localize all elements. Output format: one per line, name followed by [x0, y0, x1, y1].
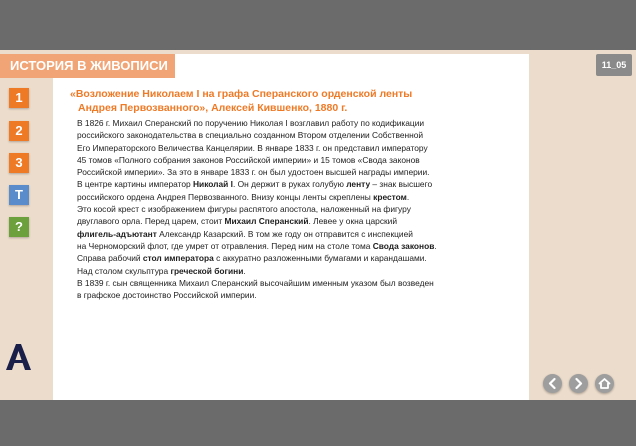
- top-frame: [0, 0, 636, 50]
- nav-button-3[interactable]: 3: [9, 153, 29, 173]
- publisher-logo: [4, 342, 34, 372]
- text-line: Над столом скульптура греческой богини.: [77, 265, 246, 276]
- home-icon: [595, 374, 614, 393]
- term-ribbon: ленту: [346, 179, 371, 190]
- text-line: на Черноморский флот, где умрет от отравления. Перед ним на столе тома Свода законов.: [77, 240, 437, 251]
- text-line: 45 томов «Полного собрания законов Российской империи» и 15 томов «Свода законов: [77, 154, 420, 165]
- nav-button-1[interactable]: 1: [9, 88, 29, 108]
- description-text: [77, 117, 527, 301]
- text-line: Это косой крест с изображением фигуры распятого апостола, наложенный на фигуру: [77, 204, 411, 215]
- text-line: в графское достоинство Российской империи.: [77, 290, 257, 301]
- logo-sub-text: м: [24, 362, 29, 368]
- text-line: Российской империи». За это в январе 1833 г. он был удостоен высшей награды империи.: [77, 167, 430, 178]
- heading-line-1: «Возложение Николаем I на графа Сперанского орденской ленты: [70, 88, 413, 100]
- chevron-left-icon: [543, 374, 562, 393]
- heading-line-2: Андрея Первозванного», Алексей Кившенко, 1880 г.: [78, 102, 348, 114]
- home-button[interactable]: [595, 374, 614, 393]
- nav-button-text[interactable]: Т: [9, 185, 29, 205]
- slide-code-badge: 11_05: [596, 54, 632, 76]
- text-line: В 1826 г. Михаил Сперанский по поручению Николая I возглавил работу по кодификации: [77, 118, 425, 128]
- text-line: двуглавого орла. Перед царем, стоит Михаил Сперанский. Левее у окна царский: [77, 216, 398, 227]
- text-line: флигель-адъютант Александр Казарский. В том же году он отправится с инспекцией: [77, 228, 413, 239]
- text-line: российского ордена Андрея Первозванного. Внизу концы ленты скреплены крестом.: [77, 191, 410, 202]
- text-line: В 1839 г. сын священника Михаил Сперанский высочайшим именным указом был возведен: [77, 277, 434, 288]
- term-cross: крестом: [373, 191, 407, 202]
- nav-button-2[interactable]: 2: [9, 121, 29, 141]
- term-emperor-desk: стол императора: [142, 253, 214, 264]
- section-title: ИСТОРИЯ В ЖИВОПИСИ: [0, 54, 175, 78]
- text-line: Его Императорского Величества Канцелярии. В январе 1833 г. он представил императору: [77, 142, 428, 153]
- term-code-of-laws: Свода законов: [372, 240, 435, 251]
- prev-button[interactable]: [543, 374, 562, 393]
- chevron-right-icon: [569, 374, 588, 393]
- term-speransky: Михаил Сперанский: [224, 216, 309, 227]
- term-greek-goddess: греческой богини: [170, 265, 244, 276]
- painting-heading: [70, 87, 520, 115]
- term-aide-de-camp: флигель-адъютант: [77, 228, 157, 239]
- text-line: российского законодательства в специально созданном Втором отделении Собственной: [77, 130, 424, 141]
- nav-button-quiz[interactable]: ?: [9, 217, 29, 237]
- text-line: Справа рабочий стол императора с аккуратно разложенными бумагами и карандашами.: [77, 253, 427, 264]
- term-nicholas: Николай I: [193, 179, 233, 190]
- text-line: В центре картины император Николай I. Он держит в руках голубую ленту – знак высшего: [77, 179, 433, 190]
- next-button[interactable]: [569, 374, 588, 393]
